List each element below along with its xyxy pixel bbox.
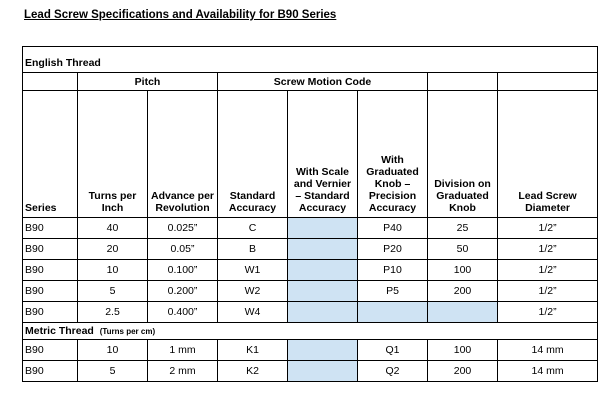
cell-turns: 2.5 [78,302,148,323]
cell-diameter: 1/2” [498,302,598,323]
header-graduated-knob: With Graduated Knob – Precision Accuracy [358,91,428,218]
cell-turns: 10 [78,260,148,281]
cell-division: 25 [428,218,498,239]
cell-diameter: 1/2” [498,281,598,302]
metric-thread-label: Metric Thread (Turns per cm) [23,323,598,340]
group-blank [428,73,498,91]
cell-advance: 0.400” [148,302,218,323]
cell-graduated: P5 [358,281,428,302]
cell-diameter: 1/2” [498,218,598,239]
cell-series: B90 [23,302,78,323]
english-thread-label: English Thread [23,47,598,73]
cell-standard: K2 [218,361,288,382]
header-turns-per-inch: Turns per Inch [78,91,148,218]
cell-division: 100 [428,260,498,281]
table-row [23,239,598,260]
cell-division: 50 [428,239,498,260]
pitch-group-header: Pitch [78,73,218,91]
cell-graduated: Q1 [358,340,428,361]
cell-scale [288,302,358,323]
header-scale-vernier: With Scale and Vernier – Standard Accuracy [288,91,358,218]
cell-advance: 0.200” [148,281,218,302]
header-advance: Advance per Revolution [148,91,218,218]
spec-table [22,46,598,382]
cell-graduated [358,302,428,323]
cell-scale [288,361,358,382]
cell-diameter: 1/2” [498,239,598,260]
header-division: Division on Graduated Knob [428,91,498,218]
cell-standard: W4 [218,302,288,323]
cell-scale [288,340,358,361]
cell-division [428,302,498,323]
cell-turns: 40 [78,218,148,239]
table-row [23,340,598,361]
cell-series: B90 [23,281,78,302]
cell-diameter: 14 mm [498,361,598,382]
group-blank [498,73,598,91]
header-standard-accuracy: Standard Accuracy [218,91,288,218]
table-row [23,281,598,302]
cell-division: 100 [428,340,498,361]
cell-standard: C [218,218,288,239]
cell-series: B90 [23,239,78,260]
table-row [23,302,598,323]
header-series: Series [23,91,78,218]
cell-series: B90 [23,361,78,382]
cell-turns: 5 [78,281,148,302]
cell-scale [288,239,358,260]
cell-standard: W1 [218,260,288,281]
cell-advance: 0.100” [148,260,218,281]
cell-scale [288,260,358,281]
cell-graduated: P20 [358,239,428,260]
cell-scale [288,218,358,239]
cell-advance: 1 mm [148,340,218,361]
table-row [23,260,598,281]
cell-series: B90 [23,340,78,361]
cell-graduated: Q2 [358,361,428,382]
cell-standard: K1 [218,340,288,361]
cell-division: 200 [428,281,498,302]
group-blank [23,73,78,91]
metric-note: (Turns per cm) [99,326,156,336]
cell-turns: 10 [78,340,148,361]
cell-scale [288,281,358,302]
cell-division: 200 [428,361,498,382]
cell-turns: 5 [78,361,148,382]
cell-graduated: P10 [358,260,428,281]
cell-advance: 0.05” [148,239,218,260]
cell-diameter: 14 mm [498,340,598,361]
cell-standard: B [218,239,288,260]
cell-graduated: P40 [358,218,428,239]
cell-standard: W2 [218,281,288,302]
screw-motion-group-header: Screw Motion Code [218,73,428,91]
table-row [23,361,598,382]
page-title: Lead Screw Specifications and Availability for B90 Series [24,9,337,21]
cell-diameter: 1/2” [498,260,598,281]
table-row [23,218,598,239]
cell-series: B90 [23,260,78,281]
cell-advance: 0.025” [148,218,218,239]
cell-series: B90 [23,218,78,239]
header-diameter: Lead Screw Diameter [498,91,598,218]
cell-turns: 20 [78,239,148,260]
cell-advance: 2 mm [148,361,218,382]
